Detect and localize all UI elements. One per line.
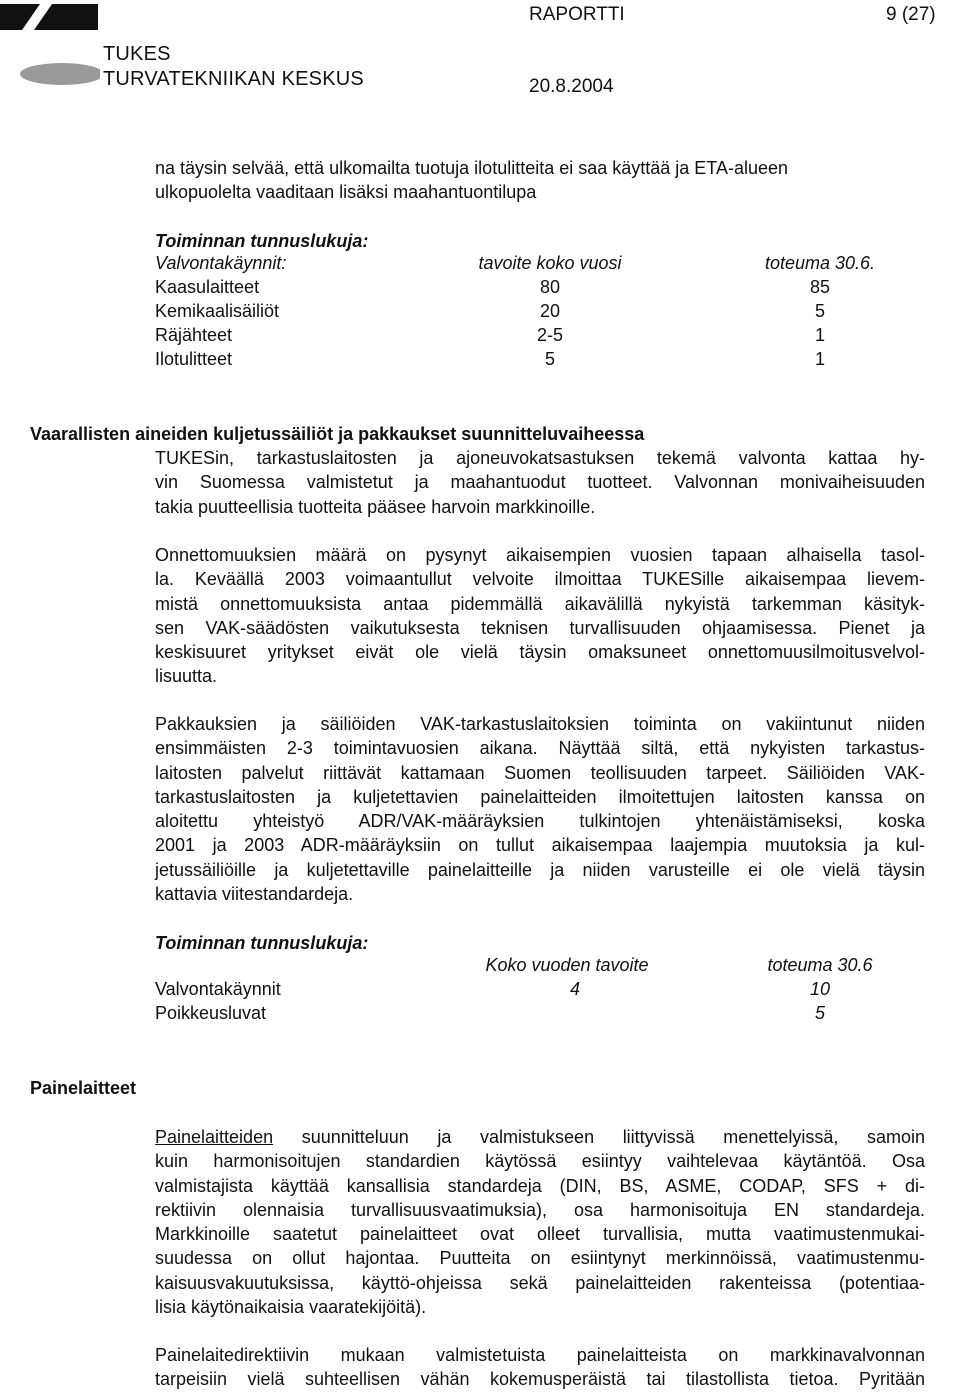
text-line: tarpeisiin vielä suhteellisen vähän kokemusperäistä tai tilastollista tietoa. Pyritään xyxy=(155,1369,925,1390)
row-target: 5 xyxy=(544,349,556,369)
text-line: lisuutta. xyxy=(155,666,218,687)
row-actual: 10 xyxy=(809,979,831,999)
row-label: Poikkeusluvat xyxy=(155,1003,267,1023)
text-line: ulkopuolelta vaaditaan lisäksi maahantuontilupa xyxy=(155,182,537,203)
org-name-line1: TUKES xyxy=(103,43,171,65)
page-header xyxy=(0,0,960,100)
text-line: Markkinoille saatetut painelaitteet ovat olleet turvallisia, mutta vaatimustenmukai- xyxy=(155,1224,925,1245)
table-row xyxy=(155,301,855,325)
doc-type: RAPORTTI xyxy=(529,4,625,25)
report-date: 20.8.2004 xyxy=(529,76,614,97)
text-line: vin Suomessa valmistetut ja maahantuodut tuotteet. Valvonnan monivaiheisuuden xyxy=(155,472,925,493)
text-line: Pakkauksien ja säiliöiden VAK-tarkastuslaitoksien toiminta on vakiintunut niiden xyxy=(155,714,925,734)
table-row xyxy=(155,979,855,1003)
row-actual: 85 xyxy=(809,277,831,297)
col-target-header: tavoite koko vuosi xyxy=(478,253,622,273)
text-line: Painelaitedirektiivin mukaan valmistetuista painelaitteista on markkinavalvonnan xyxy=(155,1345,925,1365)
section1-paragraph-2 xyxy=(155,543,925,689)
row-target: 4 xyxy=(569,979,581,999)
text-line: laitosten palvelut riittävät kattamaan Suomen teollisuuden tarpeet. Säiliöiden VAK- xyxy=(155,762,925,783)
kpi1-heading: Toiminnan tunnuslukuja: xyxy=(155,231,369,251)
row-actual: 5 xyxy=(814,301,826,321)
text-line: Onnettomuuksien määrä on pysynyt aikaisempien vuosien tapaan alhaisella tasol- xyxy=(155,545,925,565)
page-number: 9 (27) xyxy=(886,4,936,25)
section2-side-heading: Painelaitteet xyxy=(30,1078,137,1098)
org-name-line2: TURVATEKNIIKAN KESKUS xyxy=(103,68,364,90)
kpi2-header-row xyxy=(155,955,873,979)
text-line: la. Keväällä 2003 voimaantullut velvoite ilmoittaa TUKESille aikaisempaa lievem- xyxy=(155,569,925,590)
row-actual: 1 xyxy=(814,349,826,369)
tukes-logo-icon xyxy=(0,0,100,100)
section1-heading: Vaarallisten aineiden kuljetussäiliöt ja pakkaukset suunnitteluvaiheessa xyxy=(30,424,645,444)
row-target: 20 xyxy=(539,301,561,321)
text-line: jetussäiliöille ja kuljetettaville painelaitteille ja niiden varusteille ei ole vielä täysin xyxy=(155,859,925,880)
col-target-header: Koko vuoden tavoite xyxy=(485,955,649,975)
text-line: valmistajista käyttää kansallisia standardeja (DIN, BS, ASME, CODAP, SFS + di- xyxy=(155,1175,925,1196)
text-line: sen VAK-säädösten vaikutuksesta teknisen turvallisuuden ohjaamisessa. Pienet ja xyxy=(155,617,925,638)
section1-paragraph-1 xyxy=(155,446,925,519)
row-label: Kemikaalisäiliöt xyxy=(155,301,280,321)
text-line: aloitettu yhteistyö ADR/VAK-määräyksien tulkintojen yhtenäistämiseksi, koska xyxy=(155,811,925,832)
text-line: keskisuuret yritykset eivät ole vielä täysin omaksuneet onnettomuusilmoitusvelvol- xyxy=(155,642,925,663)
row-target: 2-5 xyxy=(536,325,564,345)
table-row xyxy=(155,1003,855,1027)
kpi1-header-row xyxy=(155,253,876,277)
text-line: tarkastuslaitosten ja kuljetettavien painelaitteiden ilmoitettujen laitosten kanssa on xyxy=(155,786,925,807)
text-line: kuin harmonisoitujen standardien käytössä esiintyy vaihtelevaa käytäntöä. Osa xyxy=(155,1151,925,1172)
text-line: Painelaitteiden suunnitteluun ja valmistukseen liittyvissä menettelyissä, samoin xyxy=(155,1127,925,1147)
row-actual: 1 xyxy=(814,325,826,345)
text-line: kaisuusvakuutuksissa, käyttö-ohjeissa sekä painelaitteiden rakenteissa (potentiaa- xyxy=(155,1272,925,1293)
text-line: rektiivin olennaisia turvallisuusvaatimuksia), osa harmonisoituja EN standardeja. xyxy=(155,1199,925,1220)
table-row xyxy=(155,277,855,301)
intro-paragraph xyxy=(155,156,925,205)
text-line: TUKESin, tarkastuslaitosten ja ajoneuvokatsastuksen tekemä valvonta kattaa hy- xyxy=(155,448,925,468)
text-line: mistä onnettomuuksista antaa pidemmällä aikavälillä nykyistä tarkemman käsityk- xyxy=(155,593,925,614)
underlined-term: Painelaitteiden xyxy=(155,1127,274,1147)
col-label-header: Valvontakäynnit: xyxy=(155,253,287,273)
col-actual-header: toteuma 30.6. xyxy=(764,253,876,273)
table-row xyxy=(155,325,855,349)
text-line: na täysin selvää, että ulkomailta tuotuja ilotulitteita ei saa käyttää ja ETA-alueen xyxy=(155,158,789,178)
text-line: takia puutteellisia tuotteita pääsee harvoin markkinoille. xyxy=(155,496,596,517)
text-line: 2001 ja 2003 ADR-määräyksiin on tullut aikaisempaa laajempia muutoksia ja kul- xyxy=(155,835,925,856)
kpi2-heading: Toiminnan tunnuslukuja: xyxy=(155,933,369,953)
text-line: ensimmäisten 2-3 toimintavuosien aikana. Näyttää siltä, että nykyisten tarkastus- xyxy=(155,738,925,759)
row-label: Ilotulitteet xyxy=(155,349,233,369)
col-actual-header: toteuma 30.6 xyxy=(767,955,873,975)
section2-paragraph-1 xyxy=(155,1125,925,1319)
table-row xyxy=(155,349,855,373)
row-label: Valvontakäynnit xyxy=(155,979,281,999)
text-line: lisia käytönaikaisia vaaratekijöitä). xyxy=(155,1297,427,1318)
section2-paragraph-2 xyxy=(155,1343,925,1392)
row-target: 80 xyxy=(539,277,561,297)
row-label: Räjähteet xyxy=(155,325,233,345)
text-line: suudessa on ollut hajontaa. Puutteita on esiintynyt merkinnöissä, vaatimustenmu- xyxy=(155,1248,925,1269)
text-line: kattavia viitestandardeja. xyxy=(155,884,354,905)
row-label: Kaasulaitteet xyxy=(155,277,260,297)
row-actual: 5 xyxy=(814,1003,826,1023)
section1-paragraph-3 xyxy=(155,712,925,906)
